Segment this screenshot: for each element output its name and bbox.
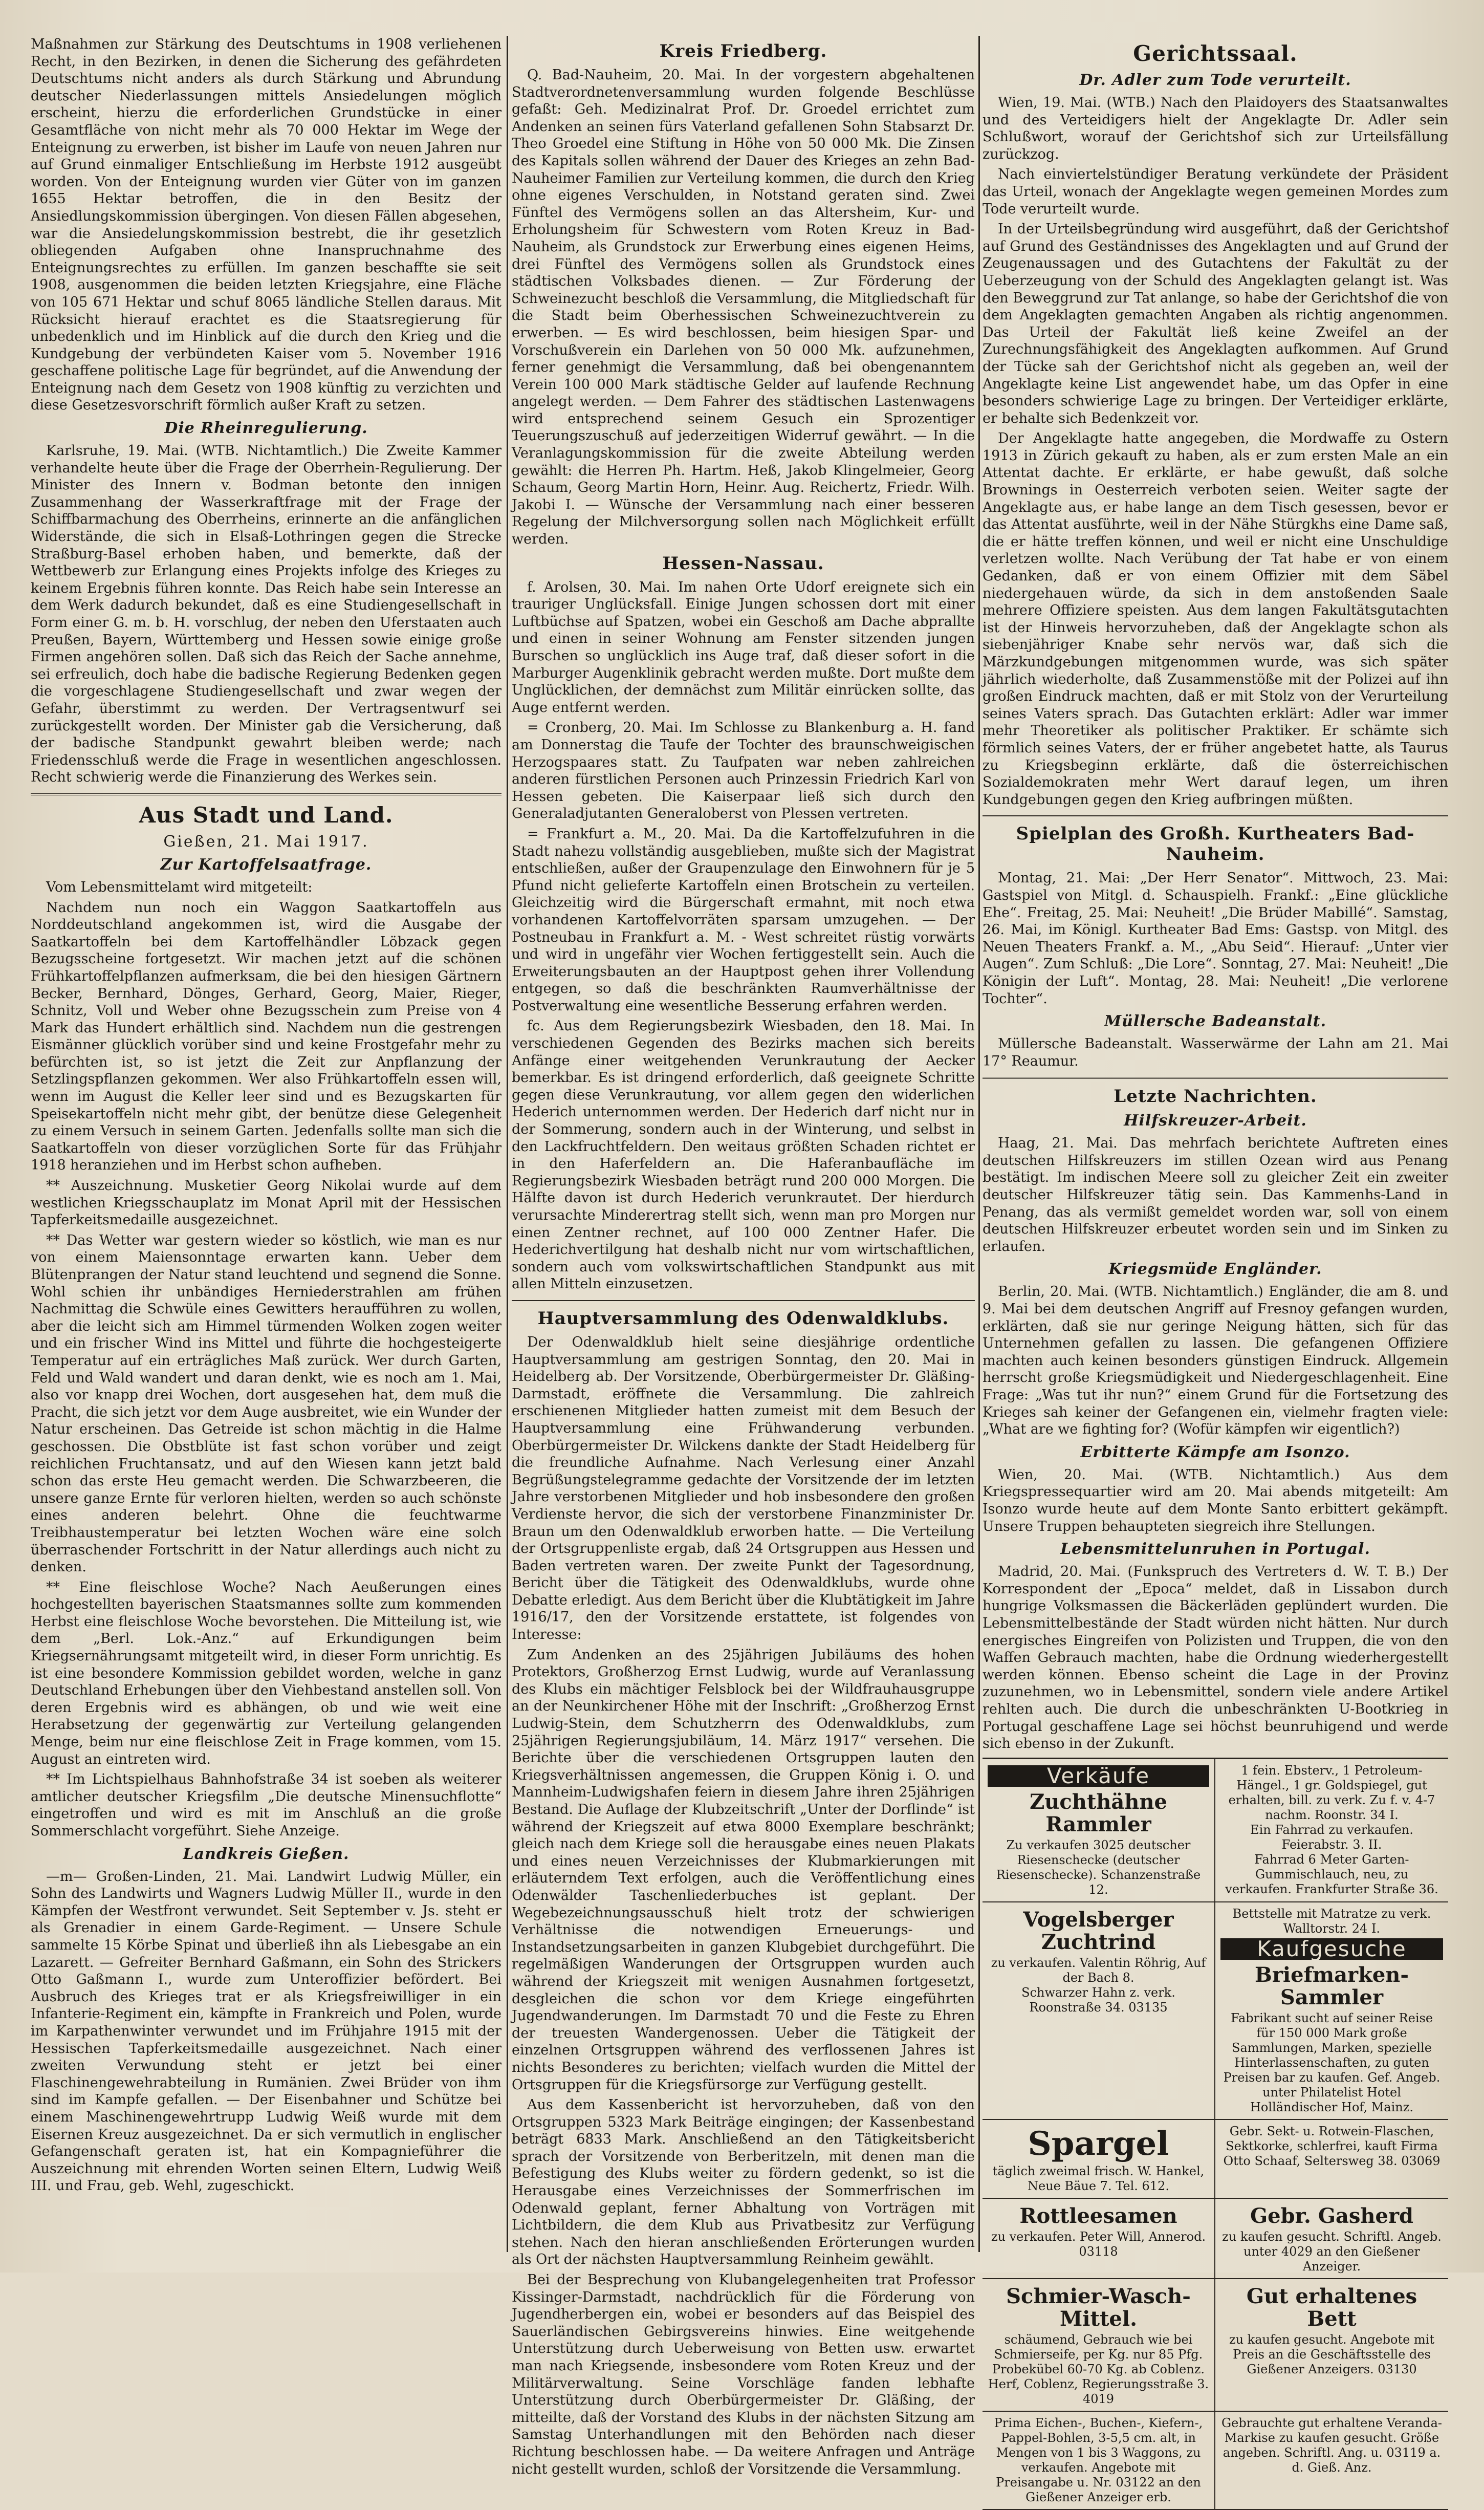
ad-text: schäumend, Gebrauch wie bei Schmierseife, per Kg. nur 85 Pfg. Probekübel 60-70 Kg. ab Coblenz. Herf, Coblenz, Regierungsstraße 3. 4019	[988, 2332, 1209, 2406]
ads-header-kaufgesuche: Kaufgesuche	[1220, 1938, 1443, 1960]
ad-text: Gebrauchte gut erhaltene Veranda-Markise zu kaufen gesucht. Größe angeben. Schriftl. Ang. u. 03119 a. d. Gieß. Anz.	[1221, 2415, 1443, 2475]
divider	[983, 1077, 1448, 1079]
ad-title: Gut erhaltenes Bett	[1246, 2284, 1417, 2331]
headline-hilfskreuzer: Hilfskreuzer-Arbeit.	[1124, 1112, 1307, 1130]
note-fleischlose-woche: ** Eine fleischlose Woche? Nach Aeußerungen eines hochgestellten bayerischen Staatsmannes sollte zum kommenden Herbst eine fleischlose Woche bevorstehen. Die Mitteilung ist, wie dem „Berl. Lok.-Anz.“ auf Erkundigungen beim Kriegsernährungsamt mitgeteilt wird, in dieser Form unrichtig. Es ist eine besondere Kommission gebildet worden, welche in ganz Deutschland Erhebungen über den Viehbestand anstellen soll. Von deren Ergebnis wird es abhängen, ob und wie weit eine Herabsetzung der gegenwärtig zur Verteilung gelangenden Menge, beim nur eine fleischlose Zeit in Frage kommen, vom 15. August an eintreten wird.	[31, 1579, 501, 1767]
article-badeanstalt: Müllersche Badeanstalt. Wasserwärme der Lahn am 21. Mai 17° Reaumur.	[983, 1036, 1448, 1069]
article-bad-nauheim: Q. Bad-Nauheim, 20. Mai. In der vorgestern abgehaltenen Stadtverordnetenversammlung wurden folgende Beschlüsse gefaßt: Geh. Medizinalrat Prof. Dr. Groedel errichtet zum Andenken an seinen fürs Vaterland gefallenen Sohn Stabsarzt Dr. Theo Groedel eine Stiftung in Höhe von 50 000 Mk. Die Zinsen des Kapitals sollen während der Dauer des Krieges an zehn Bad-Nauheimer Familien zur Verteilung kommen, die durch den Krieg ohne eigenes Verschulden, in Notstand geraten sind. Zwei Fünftel des Vermögens sollen an das Altersheim, Kur- und Erholungsheim für Schwestern vom Roten Kreuz in Bad-Nauheim, als Grundstock zur Erwerbung eines eigenen Heims, drei Fünftel des Vermögens sollen als Grundstock eines städtischen Volksbades dienen. — Zur Förderung der Schweinezucht beschloß die Versammlung, die Mitgliedschaft für die Stadt beim Oberhessischen Schweinezuchtverein zu erwerben. — Es wird beschlossen, beim hiesigen Spar- und Vorschußverein ein Darlehen von 50 000 Mk. aufzunehmen, ferner genehmigt die Versammlung, daß bei obengenanntem Verein 100 000 Mark städtische Gelder auf laufende Rechnung angelegt werden. — Dem Fahrer des städtischen Lastenwagens wird entsprechend seinem Gesuch ein Sprozentiger Teuerungszuschuß auf jederzeitigen Widerruf gewährt. — In die Veranlagungskommission für die zweite Abteilung werden gewählt: die Herren Ph. Hartm. Heß, Jakob Klingelmeier, Georg Schaum, Georg Martin Horn, Heinr. Aug. Reichertz, Friedr. Wilh. Jakobi I. — Wünsche der Versammlung nach einer besseren Regelung der Milchversorgung sollen nach Möglichkeit erfüllt werden.	[512, 67, 975, 548]
headline-adler: Dr. Adler zum Tode verurteilt.	[1079, 71, 1351, 89]
headline-kartoffelsaatfrage: Zur Kartoffelsaatfrage.	[160, 855, 372, 874]
ad-text: Prima Eichen-, Buchen-, Kiefern-, Pappel-Bohlen, 3-5,5 cm. alt, in Mengen von 1 bis 3 Waggons, zu verkaufen. Angebote mit Preisangabe u. Nr. 03122 an den Gießener Anzeiger erb.	[994, 2415, 1203, 2504]
divider	[512, 1300, 975, 1301]
article-adler-1: Wien, 19. Mai. (WTB.) Nach den Plaidoyers des Staatsanwaltes und des Verteidigers hielt der Angeklagte Dr. Adler sein Schlußwort, worauf der Gerichtshof sich zur Urteilsfällung zurückzog.	[983, 95, 1448, 162]
article-portugal: Madrid, 20. Mai. (Funkspruch des Vertreters d. W. T. B.) Der Korrespondent der „Epoca“ meldet, daß in Lissabon durch hungrige Volksmassen die Bäckerläden geplündert wurden. Die Lebensmittelbestände der Stadt würden nicht hätten. Nur durch energisches Eingreifen von Polizisten und Truppen, die von den Waffen Gebrauch machten, habe die Ordnung wiederhergestellt werden können. Ebenso scheint die Lage in der Provinz zuzunehmen, wo in Lebensmittel, sondern viele andere Artikel rehlten auch. Die durch die unbeschränkten U-Bootkrieg in Portugal geschaffene Lage sei höchst beunruhigend und werde sich ebenso in der Zukunft.	[983, 1564, 1448, 1752]
headline-hessen-nassau: Hessen-Nassau.	[662, 553, 824, 574]
ad-cell	[1215, 1902, 1448, 2120]
article-arolsen: f. Arolsen, 30. Mai. Im nahen Orte Udorf ereignete sich ein trauriger Unglücksfall. Einige Jungen schossen dort mit einer Luftbüchse auf Spatzen, wobei ein Geschoß am Dache abprallte und einen in seiner Wohnung am Fenster sitzenden jungen Burschen so unglücklich ins Auge traf, daß dieser sofort in die Marburger Augenklinik gebracht werden mußte. Dort mußte dem Unglücklichen, der demnächst zum Militär einrücken sollte, das Auge entfernt werden.	[512, 579, 975, 716]
article-odenwaldklub-2: Zum Andenken an des 25jährigen Jubiläums des hohen Protektors, Großherzog Ernst Ludwig, wurde auf Veranlassung des Klubs ein mächtiger Felsblock bei der Wildfrauhausgruppe an der Neunkirchener Höhe mit der Inschrift: „Großherzog Ernst Ludwig-Stein, dem Schutzherrn des Odenwaldklubs, zum 25jährigen Regierungsjubiläum, 14. März 1917“ versehen. Die Berichte über die verschiedenen Ortsgruppen lauten den Kriegsverhältnissen angemessen, die Gruppen König i. O. und Mannheim-Ludwigshafen feiern in diesem Jahre ihren 25jährigen Bestand. Die Auflage der Klubzeitschrift „Unter der Dorflinde“ ist während der Kriegszeit auf etwa 8000 Exemplare beschränkt; gleich nach dem Kriege soll die herausgabe eines neuen Plakats und eines neuen Verzeichnisses der Klubmarkierungen mit erläuterndem Text erfolgen, auch die Veröffentlichung eines Odenwälder Taschenliederbuches ist geplant. Der Wegebezeichnungsausschuß hielt trotz der schwierigen Verhältnisse die notwendigen Erneuerungs- und Instandsetzungsarbeiten in ganzen Klubgebiet durchgeführt. Die regelmäßigen Wanderungen der Ortsgruppen wurden auch während der Kriegszeit mit wenigen Ausnahmen fortgesetzt, desgleichen die schon vor dem Kriege eingeführten Jugendwanderungen. Im Darmstadt 70 und die Feste zu Ehren der treuesten Wandergenossen. Ueber die Tätigkeit der einzelnen Ortsgruppen während des verflossenen Jahres ist nichts Besonderes zu berichten; vielfach wurden die Mittel der Ortsgruppen für die Kriegsfürsorge zur Verfügung gestellt.	[512, 1647, 975, 2093]
ad-cell	[1215, 2120, 1448, 2199]
ad-text: Gebr. Sekt- u. Rotwein-Flaschen, Sektkorke, schlerfrei, kauft Firma Otto Schaaf, Seltersweg 38. 03069	[1223, 2124, 1441, 2168]
classified-ads	[983, 1758, 1448, 2510]
column-right	[983, 36, 1448, 2504]
ad-title: Gebr. Gasherd	[1250, 2203, 1413, 2228]
article-kartoffel-body: Nachdem nun noch ein Waggon Saatkartoffeln aus Norddeutschland angekommen ist, wird die Ausgabe der Saatkartoffeln bei dem Kartoffelhändler Löbzack gegen Bezugsscheine fortgesetzt. Wir machen jetzt auf die schönen Frühkartoffelpflanzen aufmerksam, die bei den hiesigen Gärtnern Becker, Bernhard, Dönges, Gerhard, Georg, Maier, Rieger, Schnitz, Voll und Weber ohne Bezugsschein zum Preise von 4 Mark das Hundert erhältlich sind. Nachdem nun die gestrengen Eismänner glücklich vorüber sind und keine Frostgefahr mehr zu befürchten ist, so ist jetzt die Zeit zur Anpflanzung der Setzlingspflanzen gekommen. Wer also Frühkartoffeln essen will, wenn im August die Keller leer sind und es Bezugskarten für Speisekartoffeln nicht mehr gibt, der benütze diese Gelegenheit zu einem Versuch in seinem Garten. Jedenfalls sollte man sich die Saatkartoffeln von dieser vorzüglichen Sorte für das Frühjahr 1918 heranziehen und im Herbst schon aufheben.	[31, 899, 501, 1174]
column-rule-1	[507, 36, 508, 2252]
article-kriegsmuede: Berlin, 20. Mai. (WTB. Nichtamtlich.) Engländer, die am 8. und 9. Mai bei dem deutschen Angriff auf Fresnoy gefangen wurden, erklärten, daß sie nur geringe Neigung hätten, sich für das Unternehmen gefallen zu lassen. Die gefangenen Offiziere machten auch keinen besonders günstigen Eindruck. Allgemein herrscht große Kriegsmüdigkeit und Niedergeschlagenheit. Eine Frage: „Was tut ihr nun?“ einem Grund für die Fortsetzung des Krieges sah keiner der Gefangenen ein, vielmehr fragten viele: „What are we fighting for? (Wofür kämpfen wir eigentlich?)	[983, 1284, 1448, 1438]
ad-cell	[983, 2279, 1215, 2412]
ad-title: Spargel	[1028, 2124, 1169, 2163]
headline-letzte-nachrichten: Letzte Nachrichten.	[1114, 1086, 1317, 1107]
ad-cell	[1215, 1759, 1448, 1902]
headline-kreis-friedberg: Kreis Friedberg.	[659, 41, 827, 61]
ad-text: 1 fein. Ebsterv., 1 Petroleum-Hängel., 1 gr. Goldspiegel, gut erhalten, bill. zu verk. Zu f. v. 4-7 nachm. Roonstr. 34 I.	[1228, 1763, 1435, 1822]
headline-isonzo: Erbitterte Kämpfe am Isonzo.	[1080, 1443, 1350, 1461]
ad-title: Briefmarken-Sammler	[1255, 1962, 1409, 2009]
divider	[31, 793, 501, 795]
headline-badeanstalt: Müllersche Badeanstalt.	[1104, 1012, 1327, 1031]
column-left	[31, 36, 501, 2252]
ad-text: täglich zweimal frisch. W. Hankel, Neue Bäue 7. Tel. 612.	[992, 2163, 1205, 2193]
article-frankfurt: = Frankfurt a. M., 20. Mai. Da die Kartoffelzufuhren in die Stadt nahezu vollständig ausgeblieben, mußte sich der Magistrat entschließen, außer der Graupenzulage den Einwohnern für je 5 Pfund nicht gelieferte Kartoffeln einen Brotschein zu verteilen. Gleichzeitig wird die Bürgerschaft ermahnt, mit noch etwa vorhandenen Kartoffelvorräten sparsam umzugehen. — Der Postneubau in Frankfurt a. M. - West schreitet rüstig vorwärts und wird in ungefähr vier Wochen fertiggestellt sein. Auch die Erweiterungsbauten an der Hauptpost gehen ihrer Vollendung entgegen, so daß die beschränkten Raumverhältnisse der Postverwaltung eine wesentliche Besserung erfahren werden.	[512, 826, 975, 1014]
article-odenwaldklub-3: Aus dem Kassenbericht ist hervorzuheben, daß von den Ortsgruppen 5323 Mark Beiträge eingingen; der Kassenbestand beträgt 6833 Mark. Anschließend an den Tätigkeitsbericht sprach der Vorsitzende von Berberitzeln, mit denen man die Befestigung des Klubs weiter zu fördern gedenkt, so ist die Herausgabe eines Verzeichnisses der Sommerfrischen im Odenwald geplant, ferner Abhaltung von Vorträgen mit Lichtbildern, die dem Klub aus Privatbesitz zur Verfügung stehen. Nach den hieran anschließenden Erörterungen wurden als Ort der nächsten Hauptversammlung Reinheim gewählt.	[512, 2097, 975, 2268]
ad-text: Zu verkaufen 3025 deutscher Riesenschecke (deutscher Riesenschecke). Schanzenstraße 12.	[996, 1837, 1201, 1897]
headline-rheinregulierung: Die Rheinregulierung.	[164, 419, 368, 438]
article-adler-3: In der Urteilsbegründung wird ausgeführt, daß der Gerichtshof auf Grund des Geständnisses des Angeklagten und auf Grund der Zeugenaussagen und des Gutachtens der Fakultät zu der Ueberzeugung von der Schuld des Angeklagten gelangt ist. Was den Beweggrund zur Tat anlange, so habe der Gerichtshof die von dem Angeklagten gemachten Angaben als richtig angenommen. Das Urteil der Fakultät ließ keine Zweifel an der Zurechnungsfähigkeit des Angeklagten aufkommen. Auf Grund der Tücke sah der Gerichtshof nicht als gegeben an, weil der Angeklagte keine List angewendet habe, um das Opfer in eine besonders schwierige Lage zu bringen. Der Verteidiger erklärte, er behalte sich Bedenkzeit vor.	[983, 221, 1448, 426]
headline-portugal: Lebensmittelunruhen in Portugal.	[1060, 1540, 1370, 1559]
article-isonzo: Wien, 20. Mai. (WTB. Nichtamtlich.) Aus dem Kriegspressequartier wird am 20. Mai abends mitgeteilt: Am Isonzo wurde heute auf dem Monte Santo erbittert gekämpft. Unsere Truppen behaupteten siegreich ihre Stellungen.	[983, 1466, 1448, 1534]
ad-title: Schmier-Wasch-Mittel.	[1006, 2284, 1191, 2331]
article-cronberg: = Cronberg, 20. Mai. Im Schlosse zu Blankenburg a. H. fand am Donnerstag die Taufe der Tochter des braunschweigischen Herzogspaares statt. Zu Taufpaten war neben zahlreichen anderen fürstlichen Personen auch Prinzessin Friedrich Karl von Hessen gebeten. Die Kaiserpaar ließ sich durch den Generaladjutanten Generaloberst von Plessen vertreten.	[512, 720, 975, 822]
column-rule-2	[978, 36, 980, 2252]
article-odenwaldklub-1: Der Odenwaldklub hielt seine diesjährige ordentliche Hauptversammlung am gestrigen Sonntag, den 20. Mai in Heidelberg ab. Der Vorsitzende, Oberbürgermeister Dr. Gläßing-Darmstadt, eröffnete die Versammlung. Die zahlreich erschienenen Mitglieder hatten zumeist mit dem Besuch der Hauptversammlung eine Frühwanderung verbunden. Oberbürgermeister Dr. Wilckens dankte der Stadt Heidelberg für die freundliche Aufnahme. Nach Verlesung einer Anzahl Begrüßungstelegramme gedachte der Vorsitzende der im letzten Jahre verstorbenen Mitglieder und hob insbesondere den großen Verdienste hervor, die sich der verstorbene Finanzminister Dr. Braun um den Odenwaldklub erworben hatte. — Die Verteilung der Ortsgruppenliste ergab, daß 24 Ortsgruppen aus Hessen und Baden vertreten waren. Der zweite Punkt der Tagesordnung, Bericht über die Tätigkeit des Odenwaldklubs, wurde ohne Debatte erledigt. Aus dem Bericht über die Klubtätigkeit im Jahre 1916/17, den der Vorsitzende erstattete, ist folgendes von Interesse:	[512, 1334, 975, 1643]
ad-text: zu kaufen gesucht. Schriftl. Angeb. unter 4029 an den Gießener Anzeiger.	[1222, 2229, 1442, 2274]
article-rheinregulierung: Karlsruhe, 19. Mai. (WTB. Nichtamtlich.) Die Zweite Kammer verhandelte heute über die Frage der Oberrhein-Regulierung. Der Minister des Innern v. Bodman betonte den innigen Zusammenhang der Wasserkraftfrage mit der Frage der Schiffbarmachung des Oberrheins, erinnerte an die anfänglichen Widerstände, die sich in Elsaß-Lothringen gegen die Strecke Straßburg-Basel erhoben haben, und bemerkte, daß der Wettbewerb zur Erlangung eines Projekts infolge des Krieges zu keinem Ergebnis führen konnte. Das Reich habe sein Interesse an dem Werk dadurch bekundet, daß es eine Studiengesellschaft in Form einer G. m. b. H. vorschlug, der neben den Uferstaaten auch Preußen, Bayern, Württemberg und Hessen sowie einige große Firmen angehören sollen. Daß sich das Reich der Sache annehme, sei erfreulich, doch habe die badische Regierung Bedenken gegen die vorgeschlagene Studiengesellschaft und zwar wegen der Gefahr, überstimmt zu werden. Der Vertragsentwurf sei zurückgestellt worden. Der Minister gab die Versicherung, daß der badische Standpunkt gewahrt bleiben werde; nach Friedensschluß werde die Frage in wesentlichen angeschlossen. Recht schwierig werde die Finanzierung des Werkes sein.	[31, 443, 501, 786]
ad-title: Zuchthähne Rammler	[1030, 1789, 1167, 1836]
note-wetter: ** Das Wetter war gestern wieder so köstlich, wie man es nur von einem Maiensonntage erwarten kann. Ueber dem Blütenprangen der Natur stand leuchtend und segnend die Sonne. Wohl schien ihr unbändiges Herniederstrahlen am frühen Nachmittag die Schwüle eines Gewitters heraufführen zu wollen, aber die leicht sich am Himmel türmenden Wolken zogen weiter und ein frischer Wind ins Mittel und führte die hochgesteigerte Temperatur auf ein erträgliches Maß zurück. Wer durch Garten, Feld und Wald wandert und daran denkt, wie es noch am 1. Mai, also vor knapp drei Wochen, dort ausgesehen hat, dem muß die Pracht, die sich jetzt vor dem Auge ausbreitet, wie ein Wunder der Natur erscheinen. Das Getreide ist schon mächtig in die Halme geschossen. Die Obstblüte ist fast schon vorüber und zeigt reichlichen Fruchtansatz, und auf den Wiesen kann jetzt bald schon das erste Heu gemacht werden. Die Schwarzbeeren, die unsere ganze Ernte für verloren hielten, werden so auch schönste eines anderen belehrt. Ohne die feuchtwarme Treibhaustemperatur bei letzten Wochen wäre eine solch überraschender Fortschritt in der Natur allerdings auch nicht zu denken.	[31, 1232, 501, 1575]
column-middle	[512, 36, 975, 2477]
article-hilfskreuzer: Haag, 21. Mai. Das mehrfach berichtete Auftreten eines deutschen Hilfskreuzers im stillen Ozean wird aus Penang bestätigt. Im indischen Meere soll zu gleicher Zeit ein zweiter deutscher Hilfskreuzer tätig sein. Das Kammenhs-Land in Penang, das als vermißt gemeldet worden war, soll von einem deutschen Hilfskreuzer erbeutet worden sein und im Sinken zu erlaufen.	[983, 1135, 1448, 1254]
note-lichtspielhaus: ** Im Lichtspielhaus Bahnhofstraße 34 ist soeben als weiterer amtlicher deutscher Kriegsfilm „Die deutsche Minensuchflotte“ eingetroffen und wird es mit im Anschluß an die große Sommerschlacht vorgeführt. Siehe Anzeige.	[31, 1771, 501, 1839]
article-wiesbaden: fc. Aus dem Regierungsbezirk Wiesbaden, den 18. Mai. In verschiedenen Gegenden des Bezirks machen sich bereits Anfänge einer weitgehenden Verunkrautung der Aecker bemerkbar. Es ist dringend erforderlich, daß geeignete Schritte gegen diese Verunkrautung, vor allem gegen den widerlichen Hederich unternommen werden. Der Hederich darf nicht nur in der Sommerung, sondern auch in der Winterung, und selbst in den Lackfruchtfeldern. Den weitaus größten Schaden richtet er in den Haferfeldern an. Die Haferanbaufläche im Regierungsbezirk Wiesbaden beträgt rund 200 000 Morgen. Die Hälfte davon ist durch Hederich verunkrautet. Der hierdurch verursachte Minderertrag stellt sich, wenn man pro Morgen nur einen Zentner rechnet, auf 100 000 Zentner Hafer. Die Hederichvertilgung hat deshalb nicht nur vom wirtschaftlichen, sondern auch vom volkswirtschaftlichen Standpunkt aus mit allen Mitteln einzusetzen.	[512, 1018, 975, 1292]
ad-cell	[983, 2199, 1215, 2279]
ad-text: zu verkaufen. Peter Will, Annerod. 03118	[991, 2229, 1206, 2259]
ad-text: Ein Fahrrad zu verkaufen. Feierabstr. 3. II.	[1250, 1822, 1413, 1852]
ad-text: Bettstelle mit Matratze zu verk. Walltorstr. 24 I.	[1232, 1906, 1431, 1936]
dateline-giessen: Gießen, 21. Mai 1917.	[163, 832, 369, 851]
article-adler-2: Nach einviertelstündiger Beratung verkündete der Präsident das Urteil, wonach der Angeklagte wegen gemeinen Mordes zum Tode verurteilt wurde.	[983, 166, 1448, 217]
ad-cell	[1215, 2199, 1448, 2279]
article-enteignung: Maßnahmen zur Stärkung des Deutschtums in 1908 verliehenen Recht, in den Bezirken, in denen die Sicherung des gefährdeten Deutschtums nicht anders als durch Stärkung und Abrundung deutscher Niederlassungen mittels Ansiedelungen möglich erscheint, hierzu die erforderlichen Grundstücke in einer Gesamtfläche von nicht mehr als 70 000 Hektar im Wege der Enteignung zu erwerben, ist bisher im Laufe von neuen Jahren nur auf Grund einmaliger Entschließung im Herbste 1912 ausgeübt worden. Von der Enteignung wurden vier Güter von im ganzen 1655 Hektar betroffen, die in den Besitz der Ansiedlungskommission übergingen. Von diesen Fällen abgesehen, war die Ansiedelungskommission bestrebt, die ihr gesetzlich obliegenden Aufgaben ohne Inanspruchnahme des Enteignungsrechtes zu erfüllen. Im ganzen beschaffte sie seit 1908, ausgenommen die beiden letzten Kriegsjahre, eine Fläche von 105 671 Hektar und schuf 8065 ländliche Stellen daraus. Mit Rücksicht hierauf erachtet es die Staatsregierung für unbedenklich und im Hinblick auf die durch den Krieg und die Kundgebung der verbündeten Kaiser vom 5. November 1916 geschaffene politische Lage für begründet, auf die Anwendung der Enteignung nach dem Gesetz von 1908 künftig zu verzichten und diese Gesetzesvorschrift förmlich außer Kraft zu setzen.	[31, 36, 501, 414]
ad-text: Fabrikant sucht auf seiner Reise für 150 000 Mark große Sammlungen, Marken, spezielle Hinterlassenschaften, zu guten Preisen bar zu kaufen. Gef. Angeb. unter Philatelist Hotel Holländischer Hof, Mainz.	[1223, 2010, 1441, 2114]
section-title-stadt-und-land: Aus Stadt und Land.	[139, 802, 394, 828]
ad-cell	[983, 1902, 1215, 2120]
article-kissinger: Bei der Besprechung von Klubangelegenheiten trat Professor Kissinger-Darmstadt, nachdrücklich für die Förderung von Jugendherbergen ein, wobei er besonders auf das Beispiel des Sauerländischen Gebirgsvereins hinwies. Eine weitgehende Unterstützung durch Ueberweisung von Betten usw. erwartet man nach Kriegsende, insbesondere vom Roten Kreuz und der Militärverwaltung. Seine Vorschläge fanden lebhafte Unterstützung durch Oberbürgermeister Dr. Gläßing, der mitteilte, daß der Vorstand des Klubs in der nächsten Sitzung am Samstag Unterhandlungen mit den Behörden nach dieser Richtung beschlossen habe. — Da weitere Anfragen und Anträge nicht gestellt wurden, schloß der Vorsitzende die Versammlung.	[512, 2272, 975, 2477]
ad-cell	[983, 2120, 1215, 2199]
headline-spielplan: Spielplan des Großh. Kurtheaters Bad-Nauheim.	[1016, 824, 1415, 865]
ad-cell	[983, 2412, 1215, 2510]
headline-odenwaldklub: Hauptversammlung des Odenwaldklubs.	[537, 1308, 949, 1329]
ads-header-verkaeufe: Verkäufe	[988, 1765, 1209, 1787]
ad-text: Fahrrad 6 Meter Garten-Gummischlauch, neu, zu verkaufen. Frankfurter Straße 36.	[1225, 1852, 1438, 1896]
section-title-gerichtssaal: Gerichtssaal.	[1133, 41, 1298, 66]
article-spielplan: Montag, 21. Mai: „Der Herr Senator“. Mittwoch, 23. Mai: Gastspiel von Mitgl. d. Schauspielh. Frankf.: „Eine glückliche Ehe“. Freitag, 25. Mai: Neuheit! „Die Brüder Mabillé“. Samstag, 26. Mai, im Königl. Kurtheater Bad Ems: Gastsp. von Mitgl. des Neuen Theaters Frankf. a. M., „Abu Seid“. Hierauf: „Unter vier Augen“. Zum Schluß: „Die Lore“. Sonntag, 27. Mai: Neuheit! „Die Königin der Luft“. Montag, 28. Mai: Neuheit! „Die verlorene Tochter“.	[983, 870, 1448, 1007]
headline-kriegsmuede: Kriegsmüde Engländer.	[1108, 1260, 1322, 1279]
ad-cell	[1215, 2279, 1448, 2412]
ad-text: zu kaufen gesucht. Angebote mit Preis an die Geschäftsstelle des Gießener Anzeigers. 03130	[1229, 2332, 1435, 2376]
ad-text: zu verkaufen. Valentin Röhrig, Auf der Bach 8.	[991, 1955, 1206, 1985]
article-kartoffel-intro: Vom Lebensmittelamt wird mitgeteilt:	[46, 879, 313, 895]
article-adler-4: Der Angeklagte hatte angegeben, die Mordwaffe zu Ostern 1913 in Zürich gekauft zu haben, als er zum ersten Male an ein Attentat dachte. Er erklärte, er habe gewußt, daß solche Brownings in Oesterreich verboten seien. Weiter sagte der Angeklagte aus, er habe lange an dem Tisch gesessen, bevor er das Attentat ausführte, weil in der Nähe Stürgkhs eine Dame saß, die er hätte treffen können, und weil er nicht eine Unschuldige verletzen wollte. Nach Verübung der Tat habe er von einem Gedanken, daß er von einem Offizier mit dem Säbel niedergehauen würde, da sich in dem anstoßenden Saale mehrere Offiziere speisten. Aus dem langen Fakultätsgutachten ist der Hinweis hervorzuheben, daß der Angeklagte schon als siebenjähriger Knabe sehr nervös war, daß sich die Märzkundgebungen mitgenommen wurde, was sich später jährlich wiederholte, daß Zusammenstöße mit der Polizei auf ihn großen Eindruck machten, daß er mit Stolz von der Verurteilung seines Vaters sprach. Das Gutachten erklärt: Adler war immer mehr Theoretiker als politischer Praktiker. Er schämte sich förmlich seines Vaters, der er früher angebetet hatte, als Taurus zu Kriegsbeginn erklärte, daß die österreichischen Sozialdemokraten mehr Wert darauf legen, um ihren Kundgebungen gegen den Krieg aufbringen müßten.	[983, 430, 1448, 808]
ad-text: Schwarzer Hahn z. verk. Roonstraße 34. 03135	[1021, 1985, 1175, 2015]
headline-landkreis-giessen: Landkreis Gießen.	[183, 1845, 350, 1863]
article-grossen-linden: —m— Großen-Linden, 21. Mai. Landwirt Ludwig Müller, ein Sohn des Landwirts und Wagners Ludwig Müller II., wurde in den Kämpfen der Westfront verwundet. Seit September v. Js. steht er als Grenadier in einem Garde-Regiment. — Unsere Schule sammelte 15 Körbe Spinat und überließ ihn als Liebesgabe an ein Lazarett. — Gefreiter Bernhard Gaßmann, ein Sohn des Strickers Otto Gaßmann I., wurde zum Unteroffizier befördert. Bei Ausbruch des Krieges trat er als Kriegsfreiwilliger in ein Infanterie-Regiment ein, kämpfte in Frankreich und Polen, wurde im Karpathenwinter verwundet und im Frühjahre 1915 mit der Hessischen Tapferkeitsmedaille ausgezeichnet. Nach einer zweiten Verwundung steht er jetzt bei einer Flaschinengewehrabteilung in Rumänien. Zwei Brüder von ihm sind im Kampfe gefallen. — Der Eisenbahner und Schütze bei einem Maschinengewehrtrupp Ludwig Weiß wurde mit dem Eisernen Kreuz ausgezeichnet. Da er sich vermutlich in englischer Gefangenschaft geraten ist, hat ein Kompagnieführer die Auszeichnung mit ehrenden Worten seinen Eltern, Ludwig Weiß III. und Frau, geb. Wehl, zugeschickt.	[31, 1868, 501, 2194]
ad-title: Rottleesamen	[1019, 2203, 1177, 2228]
ad-title: Vogelsberger Zuchtrind	[1023, 1907, 1174, 1954]
ad-cell	[1215, 2412, 1448, 2510]
ad-cell	[983, 1759, 1215, 1902]
note-auszeichnung: ** Auszeichnung. Musketier Georg Nikolai wurde auf dem westlichen Kriegsschauplatz im Monat April mit der Hessischen Tapferkeitsmedaille ausgezeichnet.	[31, 1178, 501, 1228]
divider	[983, 815, 1448, 816]
